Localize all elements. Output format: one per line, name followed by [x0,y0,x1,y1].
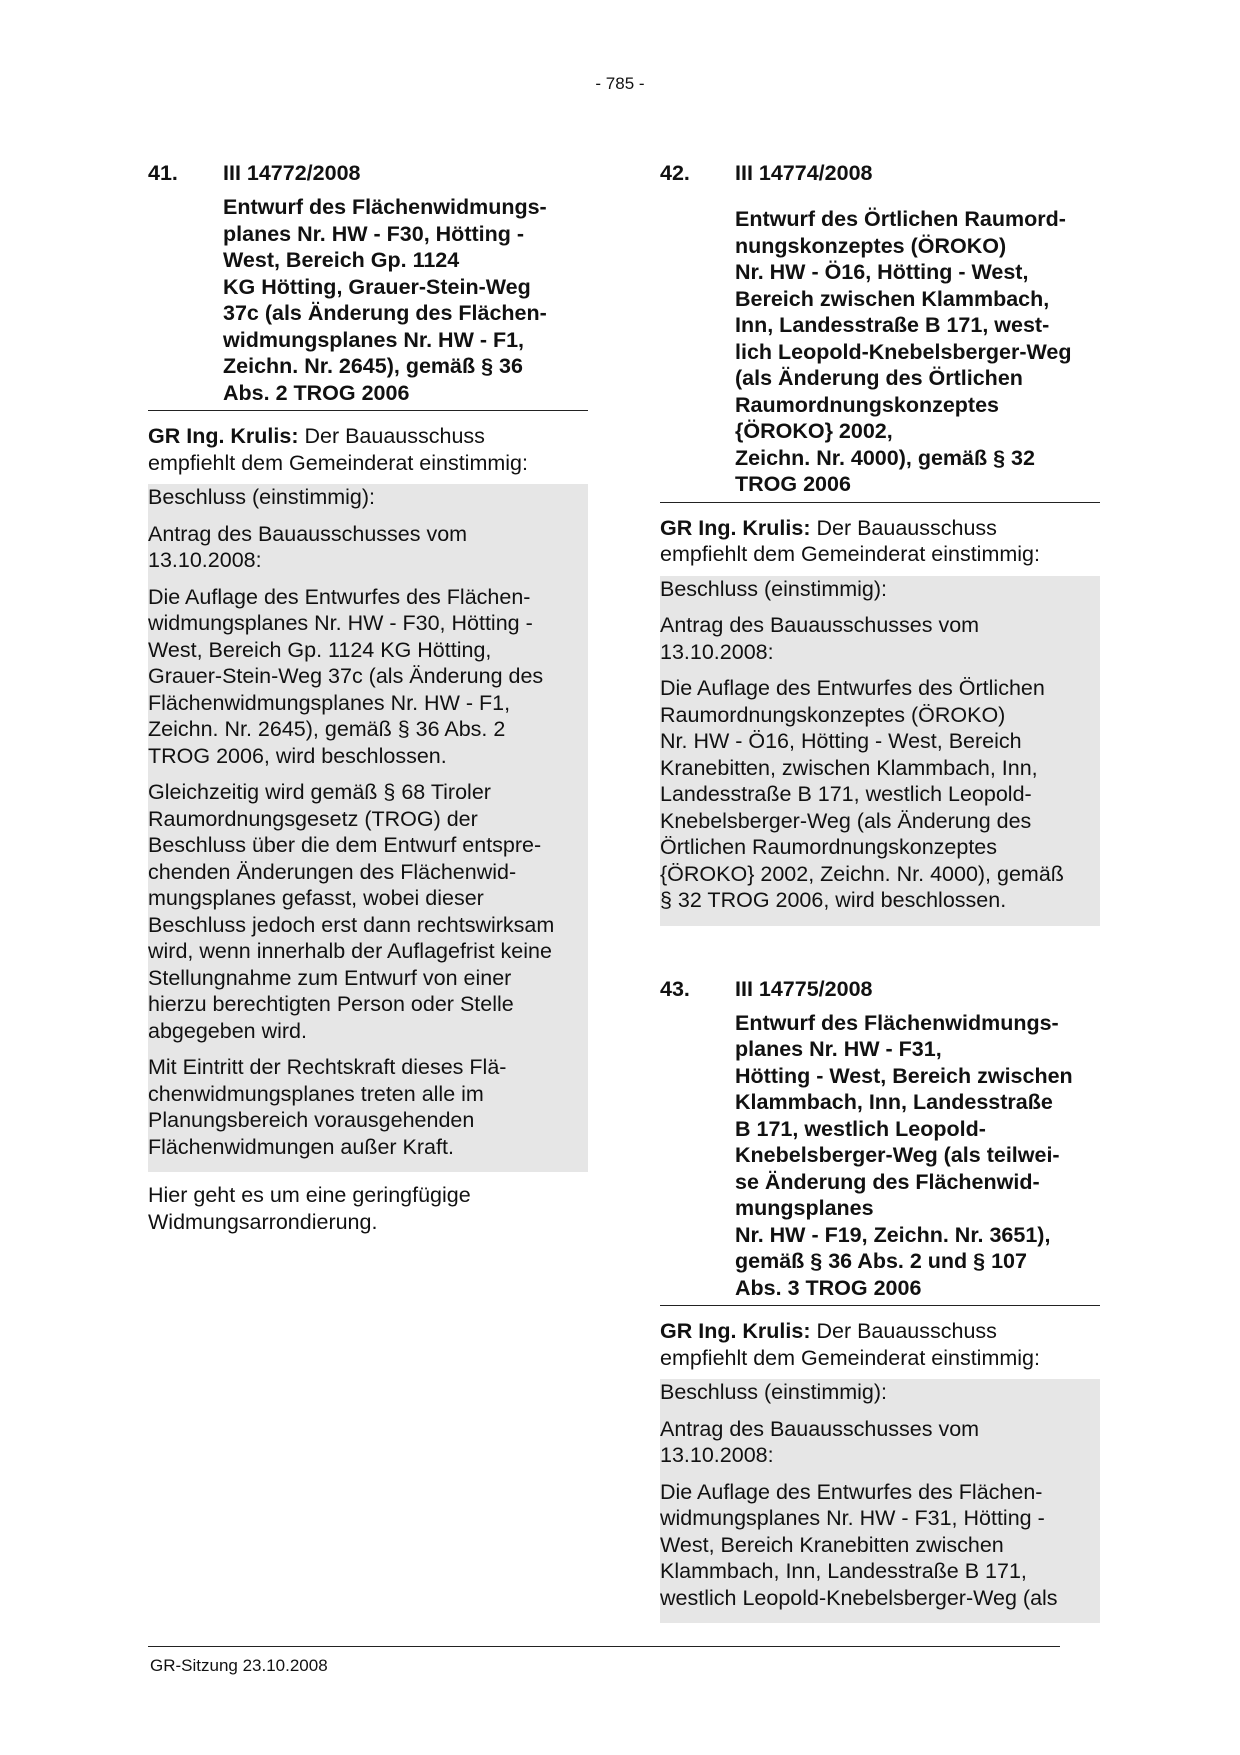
speaker-text: Der Bauausschuss empfiehlt dem Gemeinderat einstimmig: [660,1319,1040,1370]
item-title-block [660,206,1100,503]
footer-divider [148,1646,1060,1647]
decision-paragraph: Mit Eintritt der Rechtskraft dieses Flä- chenwidmungsplanes treten alle im Planungsbereich vorausgehenden Flächenwidmungen außer Kraft. [148,1055,507,1159]
item-number: 43. [660,976,690,1001]
item-title: Entwurf des Flächenwidmungs- planes Nr. HW - F31, Hötting - West, Bereich zwischen Klammbach, Inn, Landesstraße B 171, westlich Leopold- Knebelsberger-Weg (als teilwei- se Änderung des Flächenwid- mungsplanes Nr. HW - F19, Zeichn. Nr. 3651), gemäß § 36 Abs. 2 und § 107 Abs. 3 TROG 2006 [735,1010,1073,1300]
decision-paragraph: Die Auflage des Entwurfes des Flächen- widmungsplanes Nr. HW - F30, Hötting - West, Bereich Gp. 1124 KG Hötting, Grauer-Stein-Weg 37c (als Änderung des Flächenwidmungsplanes Nr. HW - F1, Zeichn. Nr. 2645), gemäß § 36 Abs. 2 TROG 2006, wird beschlossen. [148,584,544,768]
decision-paragraph: Die Auflage des Entwurfes des Örtlichen Raumordnungskonzeptes (ÖROKO) Nr. HW - Ö16, Hötting - West, Bereich Kranebitten, zwischen Klammbach, Inn, Landesstraße B 171, westlich Leopold- Knebelsberger-Weg (als Änderung des Örtlichen Raumordnungskonzeptes {ÖROKO} 2002, Zeichn. Nr. 4000), gemäß § 32 TROG 2006, wird beschlossen. [660,676,1064,912]
decision-label: Beschluss (einstimmig): [660,576,887,601]
speaker-statement [660,515,1100,568]
decision-box [660,576,1100,926]
decision-label: Beschluss (einstimmig): [660,1380,887,1404]
decision-motion: Antrag des Bauausschusses vom 13.10.2008: [660,1416,980,1467]
speaker-text: Der Bauausschuss empfiehlt dem Gemeinderat einstimmig: [660,515,1040,566]
decision-motion: Antrag des Bauausschusses vom 13.10.2008: [148,521,468,572]
item-note [148,1182,588,1235]
speaker-statement [148,423,588,476]
agenda-item-42 [660,160,1100,926]
item-reference: III 14774/2008 [735,161,873,185]
decision-paragraph: Gleichzeitig wird gemäß § 68 Tiroler Raumordnungsgesetz (TROG) der Beschluss über die dem Entwurf entspre- chenden Änderungen des Flächenwid- mungsplanes gefasst, wobei dieser Beschluss jedoch erst dann rechtswirksam wird, wenn innerhalb der Auflagefrist keine Stellungnahme zum Entwurf von einer hierzu berechtigten Person oder Stelle abgegeben wird. [148,780,555,1043]
right-column [660,160,1100,1623]
item-header [660,160,1100,186]
note-text: Hier geht es um eine geringfügige Widmungsarrondierung. [148,1183,471,1234]
item-reference: III 14775/2008 [735,976,873,1001]
decision-label: Beschluss (einstimmig): [148,485,375,509]
speaker-name: GR Ing. Krulis: [660,515,811,540]
item-title-block [660,1010,1100,1307]
speaker-statement [660,1318,1100,1371]
page-number: - 785 - [595,74,645,93]
agenda-item-41 [148,160,588,1235]
decision-motion: Antrag des Bauausschusses vom 13.10.2008: [660,613,980,664]
item-header [660,976,1100,1002]
item-title-block [148,194,588,411]
decision-box [660,1379,1100,1623]
left-column [148,160,588,1235]
decision-box [148,484,588,1172]
speaker-text: Der Bauausschuss empfiehlt dem Gemeinderat einstimmig: [148,424,528,475]
item-title: Entwurf des Örtlichen Raumord- nungskonzeptes (ÖROKO) Nr. HW - Ö16, Hötting - West, Bereich zwischen Klammbach, Inn, Landesstraße B 171, west- lich Leopold-Knebelsberger-Weg (als Änderung des Örtlichen Raumordnungskonzeptes {ÖROKO} 2002, Zeichn. Nr. 4000), gemäß § 32 TROG 2006 [735,207,1072,496]
item-number: 41. [148,161,178,185]
footer-session-date: GR-Sitzung 23.10.2008 [150,1656,328,1675]
speaker-name: GR Ing. Krulis: [660,1319,811,1343]
item-title: Entwurf des Flächenwidmungs- planes Nr. HW - F30, Hötting - West, Bereich Gp. 1124 KG Hötting, Grauer-Stein-Weg 37c (als Änderung des Flächen- widmungsplanes Nr. HW - F1, Zeichn. Nr. 2645), gemäß § 36 Abs. 2 TROG 2006 [223,195,547,405]
item-number: 42. [660,161,690,185]
decision-paragraph: Die Auflage des Entwurfes des Flächen- widmungsplanes Nr. HW - F31, Hötting - West, Bereich Kranebitten zwischen Klammbach, Inn, Landesstraße B 171, westlich Leopold-Knebelsberger-Weg (als [660,1479,1058,1610]
agenda-item-43 [660,976,1100,1624]
item-header [148,160,588,186]
speaker-name: GR Ing. Krulis: [148,424,299,448]
item-reference: III 14772/2008 [223,161,361,185]
